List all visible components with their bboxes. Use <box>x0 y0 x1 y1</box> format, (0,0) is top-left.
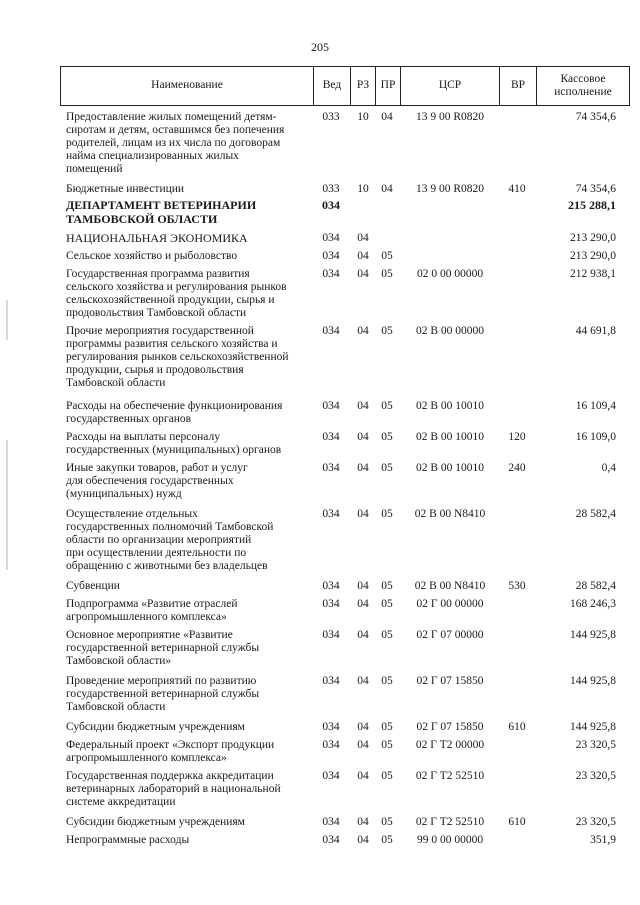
row-csr: 02 0 00 00000 <box>416 268 484 280</box>
row-rz: 04 <box>357 834 369 846</box>
row-name: Субсидии бюджетным учреждениям <box>66 816 245 828</box>
row-csr: 02 Г 00 00000 <box>416 598 484 610</box>
page-number: 205 <box>311 40 329 54</box>
row-pr: 05 <box>381 834 393 846</box>
row-pr: 05 <box>381 770 393 782</box>
scan-edge-mark <box>6 440 8 570</box>
row-name: Субвенции <box>66 580 120 592</box>
row-pr: 05 <box>381 580 393 592</box>
row-csr: 02 Г 07 00000 <box>416 629 484 641</box>
row-ved: 034 <box>322 629 340 641</box>
row-rz: 04 <box>357 232 369 244</box>
row-pr: 05 <box>381 431 393 443</box>
row-ved: 033 <box>322 183 340 195</box>
header-sum-line1: Кассовое <box>560 72 606 85</box>
row-pr: 05 <box>381 721 393 733</box>
row-vr: 120 <box>508 431 526 443</box>
row-name: Прочие мероприятия государственной программы развития сельского хозяйства и регулирования рынков сельскохозяйственной продукции, сырья и продовольствия Тамбовской области <box>66 325 289 389</box>
row-csr: 02 В 00 10010 <box>415 462 485 474</box>
row-rz: 04 <box>357 462 369 474</box>
row-ved: 034 <box>322 834 340 846</box>
row-name: Государственная программа развития сельского хозяйства и регулирования рынков сельскохозяйственной продукции, сырья и продовольствия Тамбовской области <box>66 268 287 319</box>
row-csr: 02 В 00 N8410 <box>414 508 486 520</box>
row-sum: 23 320,5 <box>575 739 616 751</box>
row-rz: 10 <box>357 111 369 123</box>
row-csr: 13 9 00 R0820 <box>415 111 485 123</box>
row-sum: 212 938,1 <box>570 268 616 280</box>
row-ved: 034 <box>322 431 340 443</box>
row-name: Подпрограмма «Развитие отраслей агропромышленного комплекса» <box>66 598 238 623</box>
row-rz: 04 <box>357 431 369 443</box>
row-csr: 02 В 00 00000 <box>415 325 485 337</box>
row-rz: 04 <box>357 325 369 337</box>
row-rz: 04 <box>357 598 369 610</box>
row-vr: 530 <box>508 580 526 592</box>
header-sum <box>537 67 629 105</box>
row-csr: 02 Г 07 15850 <box>416 721 484 733</box>
row-csr: 02 В 00 10010 <box>415 400 485 412</box>
row-vr: 240 <box>508 462 526 474</box>
row-name: ДЕПАРТАМЕНТ ВЕТЕРИНАРИИ ТАМБОВСКОЙ ОБЛАСТИ <box>66 198 257 226</box>
row-sum: 23 320,5 <box>575 816 616 828</box>
row-rz: 04 <box>357 675 369 687</box>
row-ved: 034 <box>322 598 340 610</box>
row-csr: 02 В 00 10010 <box>415 431 485 443</box>
row-pr: 05 <box>381 629 393 641</box>
row-pr: 05 <box>381 400 393 412</box>
row-name: Расходы на обеспечение функционирования государственных органов <box>66 400 283 425</box>
row-csr: 99 0 00 00000 <box>416 834 484 846</box>
scan-edge-mark <box>6 300 8 340</box>
row-sum: 23 320,5 <box>575 770 616 782</box>
row-pr: 05 <box>381 250 393 262</box>
row-pr: 04 <box>381 111 393 123</box>
row-rz: 04 <box>357 770 369 782</box>
row-sum: 74 354,6 <box>575 183 616 195</box>
row-pr: 05 <box>381 598 393 610</box>
row-name: Бюджетные инвестиции <box>66 183 185 195</box>
row-rz: 04 <box>357 816 369 828</box>
table-header <box>60 66 630 106</box>
row-sum: 74 354,6 <box>575 111 616 123</box>
row-rz: 04 <box>357 739 369 751</box>
row-vr: 610 <box>508 816 526 828</box>
header-csr: ЦСР <box>438 79 462 92</box>
header-name: Наименование <box>151 79 223 92</box>
row-ved: 034 <box>322 675 340 687</box>
row-name: Основное мероприятие «Развитие государственной ветеринарной службы Тамбовской области» <box>66 629 260 667</box>
row-ved: 034 <box>322 268 340 280</box>
row-ved: 034 <box>322 721 340 733</box>
row-vr: 410 <box>508 183 526 195</box>
row-sum: 213 290,0 <box>570 250 616 262</box>
row-sum: 16 109,4 <box>575 400 616 412</box>
row-ved: 034 <box>322 816 340 828</box>
row-name: Расходы на выплаты персоналу государственных (муниципальных) органов <box>66 431 282 456</box>
row-pr: 05 <box>381 462 393 474</box>
row-name: Осуществление отдельных государственных полномочий Тамбовской области по организации мероприятий при осуществлении деятельности по обращению с животными без владельцев <box>66 508 274 572</box>
row-rz: 04 <box>357 629 369 641</box>
row-ved: 034 <box>322 462 340 474</box>
row-rz: 04 <box>357 250 369 262</box>
row-sum: 168 246,3 <box>570 598 616 610</box>
row-sum: 351,9 <box>590 834 616 846</box>
header-ved: Вед <box>322 79 342 92</box>
row-sum: 28 582,4 <box>575 508 616 520</box>
row-rz: 04 <box>357 721 369 733</box>
row-name: Субсидии бюджетным учреждениям <box>66 721 245 733</box>
row-sum: 44 691,8 <box>575 325 616 337</box>
row-sum: 144 925,8 <box>570 675 616 687</box>
row-pr: 05 <box>381 675 393 687</box>
row-pr: 05 <box>381 268 393 280</box>
row-name: Иные закупки товаров, работ и услуг для обеспечения государственных (муниципальных) нужд <box>66 462 248 500</box>
row-ved: 034 <box>322 325 340 337</box>
row-csr: 13 9 00 R0820 <box>415 183 485 195</box>
row-name: Непрограммные расходы <box>66 834 190 846</box>
row-sum: 0,4 <box>601 462 616 474</box>
row-name: Предоставление жилых помещений детям- сиротам и детям, оставшимся без попечения родителей, лицам из их числа по договорам найма специализированных жилых помещений <box>66 111 285 175</box>
row-ved: 034 <box>322 580 340 592</box>
row-ved: 034 <box>322 250 340 262</box>
row-rz: 10 <box>357 183 369 195</box>
row-pr: 05 <box>381 508 393 520</box>
row-sum: 144 925,8 <box>570 721 616 733</box>
row-name: Федеральный проект «Экспорт продукции агропромышленного комплекса» <box>66 739 275 764</box>
row-rz: 04 <box>357 580 369 592</box>
row-pr: 05 <box>381 325 393 337</box>
row-rz: 04 <box>357 400 369 412</box>
row-ved: 034 <box>322 400 340 412</box>
row-sum: 213 290,0 <box>570 232 616 244</box>
header-sum-line2: исполнение <box>554 86 612 98</box>
row-csr: 02 В 00 N8410 <box>414 580 486 592</box>
row-csr: 02 Г Т2 00000 <box>415 739 485 751</box>
row-name: НАЦИОНАЛЬНАЯ ЭКОНОМИКА <box>66 231 248 245</box>
header-vr: ВР <box>510 79 526 92</box>
row-sum: 16 109,0 <box>575 431 616 443</box>
row-sum: 144 925,8 <box>570 629 616 641</box>
row-pr: 05 <box>381 816 393 828</box>
row-rz: 04 <box>357 268 369 280</box>
row-vr: 610 <box>508 721 526 733</box>
header-pr: ПР <box>380 79 396 92</box>
row-sum: 215 288,1 <box>568 198 616 212</box>
row-ved: 034 <box>322 232 340 244</box>
row-name: Проведение мероприятий по развитию государственной ветеринарной службы Тамбовской области <box>66 675 260 713</box>
row-rz: 04 <box>357 508 369 520</box>
row-name: Государственная поддержка аккредитации ветеринарных лабораторий в национальной системе аккредитации <box>66 770 281 808</box>
row-csr: 02 Г Т2 52510 <box>415 816 485 828</box>
header-rz: РЗ <box>356 79 370 92</box>
row-ved: 034 <box>322 198 340 212</box>
row-csr: 02 Г 07 15850 <box>416 675 484 687</box>
row-csr: 02 Г Т2 52510 <box>415 770 485 782</box>
row-sum: 28 582,4 <box>575 580 616 592</box>
row-pr: 04 <box>381 183 393 195</box>
row-ved: 033 <box>322 111 340 123</box>
row-name: Сельское хозяйство и рыболовство <box>66 250 238 262</box>
row-ved: 034 <box>322 508 340 520</box>
row-ved: 034 <box>322 739 340 751</box>
row-pr: 05 <box>381 739 393 751</box>
row-ved: 034 <box>322 770 340 782</box>
